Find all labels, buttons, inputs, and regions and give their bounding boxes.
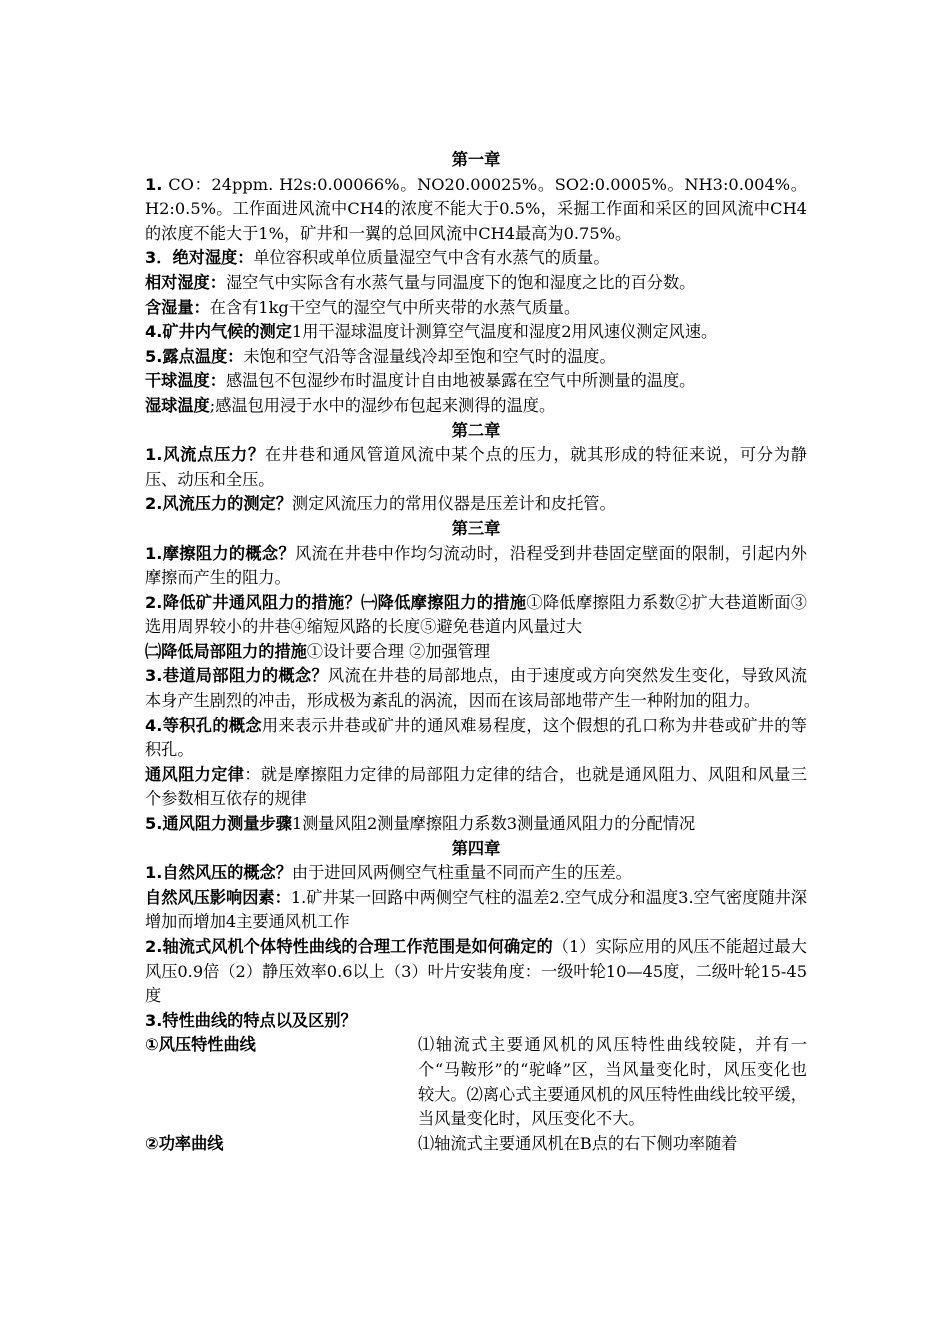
ch3-para-1-text: 风流在井巷中作均匀流动时，沿程受到井巷固定壁面的限制，引起内外摩擦而产生的阻力。 (145, 543, 807, 588)
ch3-para-5-term: 5.通风阻力测量步骤 (145, 814, 292, 834)
ch3-para-1 (145, 542, 807, 591)
ch3-para-4-term: 4.等积孔的概念 (145, 715, 262, 735)
ch4-para-3-term: 3.特性曲线的特点以及区别？ (145, 1010, 357, 1030)
ch1-para-3-text: 单位容积或单位质量湿空气中含有水蒸气的质量。 (253, 248, 610, 268)
chapter-3-title: 第三章 (451, 518, 501, 538)
ch1-moisture-content (145, 296, 807, 321)
ch3-para-5 (145, 812, 807, 837)
chapter-1-title: 第一章 (451, 150, 501, 169)
ch1-para-5-text: 未饱和空气沿等含湿量线冷却至饱和空气时的温度。 (243, 346, 616, 366)
ch3-law-text: ：就是摩擦阻力定律的局部阻力定律的结合，也就是通风阻力、风阻和风量三个参数相互依存的规律 (145, 764, 808, 809)
ch3-para-2-text: ①降低摩擦阻力系数②扩大巷道断面③选用周界较小的井巷④缩短风路的长度⑤避免巷道内风量过大 (145, 592, 807, 637)
chapter-4-title: 第四章 (451, 838, 501, 858)
ch3-para-4-text: 用来表示井巷或矿井的通风难易程度，这个假想的孔口称为井巷或矿井的等积孔。 (145, 715, 807, 760)
ch4-curve-1-label: ①风压特性曲线 (145, 1035, 256, 1055)
ch3-para-2b-text: ①设计要合理 ②加强管理 (306, 641, 491, 661)
ch1-para-4-term: 4.矿井内气候的测定 (145, 322, 292, 342)
ch1-dry-bulb (145, 369, 807, 394)
ch1-para-1-text: CO：24ppm. H2s:0.00066%。NO20.00025%。SO2:0.0005%。NH3:0.004%。H2:0.5%。工作面进风流中CH4的浓度不能大于0.5%，采掘工作面和采区的回风流中CH4的浓度不能大于1%，矿井和一翼的总回风流中CH4最高为0.75%。 (145, 174, 807, 243)
ch2-para-1-term: 1.风流点压力？ (145, 445, 265, 465)
ch4-para-1-text: 由于进回风两侧空气柱重量不同而产生的压差。 (291, 863, 632, 883)
ch1-para-4-text: 1用干湿球温度计测算空气温度和湿度2用风速仪测定风速。 (291, 322, 718, 342)
ch2-para-1 (145, 443, 807, 492)
ch4-curve-1-text: ⑴轴流式主要通风机的风压特性曲线较陡，并有一个“马鞍形”的“驼峰”区，当风量变化时，风压变化也较大。⑵离心式主要通风机的风压特性曲线比较平缓，当风量变化时，风压变化不大。 (418, 1035, 807, 1129)
ch1-para-3 (145, 246, 807, 271)
ch4-curve-1 (145, 1033, 807, 1131)
ch3-para-4 (145, 714, 807, 763)
ch3-para-3 (145, 664, 807, 713)
ch2-para-2-text: 测定风流压力的常用仪器是压差计和皮托管。 (291, 494, 616, 514)
ch1-para-1 (145, 173, 807, 247)
ch1-wet-bulb (145, 394, 807, 419)
ch1-para-5-term: 5.露点温度： (145, 346, 244, 366)
ch4-para-2-term: 2.轴流式风机个体特性曲线的合理工作范围是如何确定的 (145, 937, 553, 956)
ch3-law-term: 通风阻力定律 (145, 764, 245, 784)
ch1-mc-term: 含湿量： (145, 297, 210, 317)
ch1-mc-text: 在含有1kg干空气的湿空气中所夹带的水蒸气质量。 (209, 297, 581, 317)
ch4-para-2-text: （1）实际应用的风压不能超过最大风压0.9倍（2）静压效率0.6以上（3）叶片安装角度：一级叶轮10—45度，二级叶轮15-45度 (145, 937, 807, 1006)
ch4-curve-2 (145, 1132, 807, 1157)
ch2-para-1-text: 在井巷和通风管道风流中某个点的压力，就其形成的特征来说，可分为静压、动压和全压。 (145, 445, 807, 489)
ch1-para-3-term: 3．绝对湿度： (145, 248, 254, 268)
ch1-rh-text: 湿空气中实际含有水蒸气量与同温度下的饱和湿度之比的百分数。 (225, 272, 696, 292)
ch1-dry-term: 干球温度： (145, 371, 226, 391)
ch1-para-5 (145, 345, 807, 370)
ch1-rh-term: 相对湿度： (145, 272, 226, 292)
ch3-para-1-term: 1.摩擦阻力的概念？ (145, 543, 295, 563)
ch4-para-2 (145, 935, 807, 1009)
chapter-2-title: 第二章 (451, 420, 501, 440)
ch1-para-4 (145, 320, 807, 345)
ch1-dry-text: 感温包不包湿纱布时温度计自由地被暴露在空气中所测量的温度。 (225, 371, 696, 391)
ch4-curve-2-label: ②功率曲线 (145, 1133, 224, 1153)
ch4-para-1-term: 1.自然风压的概念？ (145, 863, 292, 883)
ch4-nf-term: 自然风压影响因素： (145, 887, 291, 907)
ch1-wet-text: ;感温包用浸于水中的湿纱布包起来测得的温度。 (209, 395, 556, 415)
ch2-para-2-term: 2.风流压力的测定？ (145, 494, 292, 514)
ch4-para-3 (145, 1009, 807, 1034)
ch4-nf-text: 1.矿井某一回路中两侧空气柱的温差2.空气成分和温度3.空气密度随井深增加而增加4主要通风机工作 (145, 887, 807, 932)
ch3-para-5-text: 1测量风阻2测量摩擦阻力系数3测量通风阻力的分配情况 (291, 814, 696, 834)
ch3-para-3-term: 3.巷道局部阻力的概念？ (145, 666, 329, 686)
ch4-natural-factors (145, 886, 807, 935)
ch3-para-2b (145, 640, 807, 665)
ch2-para-2 (145, 492, 807, 517)
ch3-law (145, 763, 807, 812)
ch4-curve-2-text: ⑴轴流式主要通风机在B点的右下侧功率随着 (418, 1133, 738, 1153)
ch3-para-2-term: 2.降低矿井通风阻力的措施？㈠降低摩擦阻力的措施 (145, 592, 527, 612)
ch3-para-3-text: 风流在井巷的局部地点，由于速度或方向突然发生变化，导致风流本身产生剧烈的冲击，形成极为紊乱的涡流，因而在该局部地带产生一种附加的阻力。 (145, 666, 807, 711)
ch1-relative-humidity (145, 271, 807, 296)
ch3-para-2b-term: ㈡降低局部阻力的措施 (145, 641, 307, 661)
document-page (145, 148, 807, 1156)
ch4-para-1 (145, 861, 807, 886)
ch3-para-2 (145, 591, 807, 640)
ch1-wet-term: 湿球温度 (145, 395, 210, 415)
ch1-para-1-num: 1. (145, 174, 163, 194)
